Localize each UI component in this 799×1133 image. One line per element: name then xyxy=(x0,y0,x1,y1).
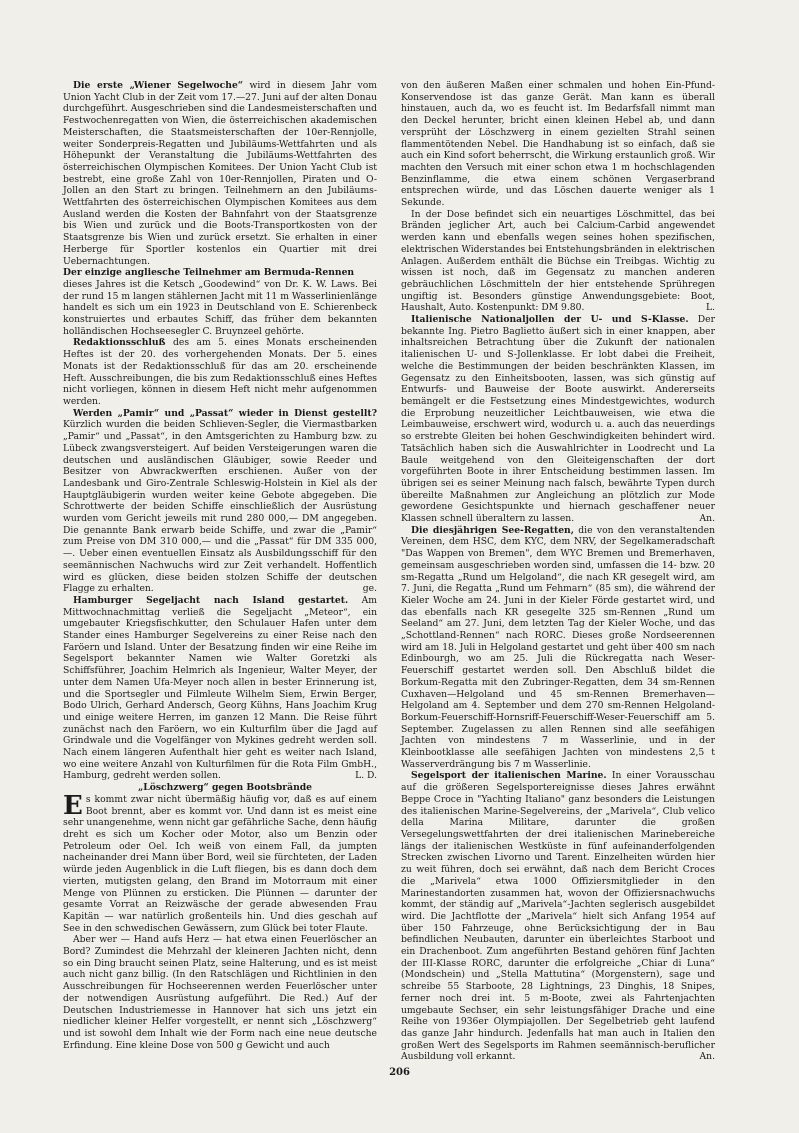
article-body: Kürzlich wurden die beiden Schlieven-Segler, die Viermastbarken „Pamir“ und „Passat“, in den Amtsgerichten zu Hamburg bzw. zu Lübeck zwangsversteigert. Auf beiden Versteigerungen waren die deutschen und ausländischen Gläubiger, sowie Reeder und Besitzer von Abwrackwerften erschienen. Außer von der Landesbank und Giro-Zentrale Schleswig-Holstein in Kiel als der Hauptgläubigerin wurden weiter keine Gebote abgegeben. Die Schrottwerte der beiden Schiffe einschließlich der Ausrüstung wurden vom Gericht jeweils mit rund 280 000,— DM angegeben. Die genannte Bank erwarb beide Schiffe, und zwar die „Pamir“ zum Preise von DM 310 000,— und die „Passat“ für DM 335 000,—. Ueber einen eventuellen Einsatz als Ausbildungsschiff für den seemännischen Nachwuchs wird zur Zeit verhandelt. Hoffentlich wird es glücken, diese beiden stolzen Schiffe der deutschen Flagge zu erhalten. xyxy=(63,419,377,595)
article-signature: L. D. xyxy=(355,770,377,782)
article-see-regatten xyxy=(401,525,715,771)
article-body: s kommt zwar nicht übermäßig häufig vor, daß es auf einem Boot brennt, aber es kommt vor. Und dann ist es meist eine sehr unangenehme, wenn nicht gar gefährliche Sache, denn häufig dreht es sich um Kocher oder Motor, also um Benzin oder Petroleum oder Oel. Ich weiß von einem Fall, da jumpten nacheinander drei Mann über Bord, weil sie fürchteten, der Laden würde jeden Augenblick in die Luft fliegen, bis es dann doch dem vierten, mutigsten gelang, den Brand im Motorraum mit einer Menge von Plünnen zu ersticken. Die Plünnen — darunter der gesamte Vorrat an Reizwäsche der gerade abwesenden Frau Kapitän — war natürlich großenteils hin. Und dies geschah auf See in den schwedischen Gewässern, zum Glück bei toter Flaute. xyxy=(63,793,377,934)
article-bermuda-heading xyxy=(63,267,377,279)
article-body: des am 5. eines Monats erscheinenden Heftes ist der 20. des vorhergehenden Monats. Der 5. eines Monats ist der Redaktionsschluß für das am 20. erscheinende Heft. Ausschreibungen, die bis zum Redaktionsschluß eines Heftes nicht vorliegen, können in diesem Heft nicht mehr aufgenommen werden. xyxy=(63,337,377,407)
article-bermuda: dieses Jahres ist die Ketsch „Goodewind“ von Dr. K. W. Laws. Bei der rund 15 m langen stählernen Jacht mit 11 m Wasserlinienlänge handelt es sich um ein 1923 in Deutschland von E. Schierenbeck konstruiertes und erbautes Schiff, das früher dem bekannten holländischen Hochseesegler C. Bruynzeel gehörte. xyxy=(63,278,377,337)
article-wiener-segelwoche xyxy=(63,80,377,267)
article-signature: ge. xyxy=(362,583,377,595)
article-body: die von den veranstaltenden Vereinen, dem HSC, dem KYC, dem NRV, der Segelkameradschaft "Das Wappen von Bremen", dem WYC Bremen und Bremerhaven, gemeinsam ausgeschrieben worden sind, umfassen die 14- bzw. 20 sm-Regatta „Rund um Helgoland“, die nach KR gesegelt wird, am 7. Juni, die Regatta „Rund um Fehmarn“ (85 sm), die während der Kieler Woche am 24. Juni in der Kieler Förde gestartet wird, und das ebenfalls nach KR gesegelte 325 sm-Rennen „Rund um Seeland“ am 27. Juni, dem letzten Tag der Kieler Woche, und das „Schottland-Rennen“ nach RORC. Dieses große Nordseerennen wird am 18. Juli in Helgoland gestartet und geht über 400 sm nach Edinbourgh, wo am 25. Juli die Rückregatta nach Weser-Feuerschiff gestartet werden soll. Den Abschluß bildet die Borkum-Regatta mit den Zubringer-Regatten, dem 34 sm-Rennen Cuxhaven—Helgoland und 45 sm-Rennen Bremerhaven—Helgoland am 4. September und dem 270 sm-Rennen Helgoland-Borkum-Feuerschiff-Hornsriff-Feuerschiff-Weser-Feuerschiff am 5. September. Zugelassen zu allen Rennen sind alle seefähigen Jachten von mindestens 7 m Wasserlinie, und in der Kleinbootklasse alle seefähigen Jachten von mindestens 2,5 t Wasserverdrängung bis 7 m Wasserlinie. xyxy=(401,524,715,770)
page-number: 206 xyxy=(389,1067,410,1078)
article-heading: Hamburger Segeljacht nach Island gestartet. xyxy=(73,594,349,606)
article-loeschzwerg-p3: von den äußeren Maßen einer schmalen und hohen Ein-Pfund-Konservendose ist das ganze Gerät. Man kann es überall hinstauen, auch da, wo es feucht ist. Im Bedarfsfall nimmt man den Deckel herunter, bricht einen kleinen Hebel ab, und dann versprüht der Löschzwerg in einem gezielten Strahl seinen flammentötenden Nebel. Die Handhabung ist so einfach, daß sie auch ein Kind sofort beherrscht, die Wirkung erstaunlich groß. Wir machten den Versuch mit einer schon etwa 1 m hochschlagenden Benzinflamme, die etwa einem schönen Vergaserbrand entsprechen würde, und das Löschen dauerte weniger als 1 Sekunde. xyxy=(401,80,715,209)
article-heading: Werden „Pamir“ und „Passat“ wieder in Dienst gestellt? xyxy=(73,407,377,419)
article-signature: An. xyxy=(699,513,715,525)
article-loeschzwerg-p4 xyxy=(401,209,715,314)
article-body: In einer Vorausschau auf die größeren Segelsportereignisse dieses Jahres erwähnt Beppe Croce in "Yachting Italiano" ganz besonders die Leistungen des italienischen Marine-Segelvereins, der „Marivela“, Club velico della Marina Militare, darunter die großen Versegelungswettfahrten der drei italienischen Marinebereiche längs der italienischen Westküste in fünf aufeinanderfolgenden Strecken zwischen Livorno und Tarent. Einzelheiten würden hier zu weit führen, doch sei erwähnt, daß nach dem Bericht Croces die „Marivela“ etwa 1000 Offiziersmitglieder in den Marinestandorten zusammen hat, wovon der Offiziersnachwuchs kommt, der ständig auf „Marivela“-Jachten seglerisch ausgebildet wird. Die Jachtflotte der „Marivela“ hielt sich Anfang 1954 auf über 150 Fahrzeuge, ohne Berücksichtigung der in Bau befindlichen Neubauten, darunter ein überleichtes Starboot und ein Drachenboot. Zum angeführten Bestand gehören fünf Jachten der III-Klasse RORC, darunter die erfolgreiche „Chiar di Luna“ (Mondschein) und „Stella Mattutina“ (Morgenstern), sage und schreibe 55 Starboote, 28 Lightnings, 23 Dinghis, 18 Snipes, ferner noch drei int. 5 m-Boote, zwei als Fahrtenjachten umgebaute Sechser, ein sehr leistungsfähiger Drache und eine Reihe von 1936er Olympiajollen. Der Segelbetrieb geht laufend das ganze Jahr hindurch. Jedenfalls hat man auch in Italien den großen Wert des Segelsports im Rahmen seemännisch-beruflicher Ausbildung voll erkannt. xyxy=(401,770,715,1063)
article-italienische-marine xyxy=(401,770,715,1063)
article-pamir-passat xyxy=(63,408,377,595)
article-heading: Segelsport der italienischen Marine. xyxy=(411,770,607,782)
article-heading: Redaktionsschluß xyxy=(73,337,166,349)
article-loeschzwerg-heading: „Löschzwerg“ gegen Bootsbrände xyxy=(137,782,313,794)
article-body: Der bekannte Ing. Pietro Baglietto äußert sich in einer knappen, aber inhaltsreichen Betrachtung über die Zukunft der nationalen italienischen U- und S-Jollenklasse. Er lobt dabei die Freiheit, welche die Bestimmungen der beiden beschränkten Klassen, im Gegensatz zu den Einheitsbooten, lassen, was sich günstig auf Entwurfs- und Bauweise der Boote auswirkt. Andererseits bemängelt er die Festsetzung eines Mindestgewichtes, wodurch die Erprobung neuzeitlicher Leichtbauweisen, wie etwa die Leimbauweise, erschwert wird, wodurch u. a. auch das neuerdings so erstrebte Gleiten bei hohen Geschwindigkeiten behindert wird. Tatsächlich haben sich die Auswahlrichter in Loodrecht und La Baule weitgehend von den Gleiteigenschaften der dort vorgeführten Boote in ihrer Entscheidung bestimmen lassen. Im übrigen sei es seiner Meinung nach falsch, bewährte Typen durch übereilte Maßnahmen zur Angleichung an plötzlich zur Mode gewordene Gesichtspunkte und hiernach geschaffener neuer Klassen schnell überaltern zu lassen. xyxy=(401,314,715,525)
article-body: Am Mittwochnachmittag verließ die Segeljacht „Meteor“, ein umgebauter Kriegsfischkutter, den Schulauer Hafen unter dem Stander eines Hamburger Segelvereins zu einer Reise nach den Faröern und Island. Unter der Besatzung finden wir eine Reihe im Segelsport bekannter Namen wie Walter Goretzki als Schiffsführer, Joachim Helmrich als Ingenieur, Walter Meyer, der unter dem Namen Ufa-Meyer noch allen in bester Erinnerung ist, und die Sportsegler und Filmleute Wilhelm Siem, Erwin Berger, Bodo Ulrich, Gerhard Andersch, Georg Kühns, Hans Joachim Krug und einige weitere Herren, im ganzen 12 Mann. Die Reise führt zunächst nach den Faröern, wo ein Kulturfilm über die Jagd auf Grindwale und die Vogelfänger von Mykines gedreht werden soll. Nach einem längeren Aufenthalt hier geht es weiter nach Island, wo eine weitere Anzahl von Kulturfilmen für die Rota Film GmbH., Hamburg, gedreht werden sollen. xyxy=(63,594,377,782)
article-signature: An. xyxy=(699,1051,715,1063)
article-signature: L. xyxy=(705,302,715,314)
left-column xyxy=(63,80,377,1051)
article-heading: Die erste „Wiener Segelwoche“ xyxy=(73,80,244,91)
article-meteor-island xyxy=(63,595,377,782)
article-heading: Die diesjährigen See-Regatten, xyxy=(411,524,574,536)
article-heading: Italienische Nationaljollen der U- und S-Klasse. xyxy=(411,314,689,326)
article-body: wird in diesem Jahr vom Union Yacht Club in der Zeit vom 17.—27. Juni auf der alten Donau durchgeführt. Ausgeschrieben sind die Landesmeisterschaften und Festwochenregatten von Wien, die österreichischen akademischen Meisterschaften, die Staatsmeisterschaften der 10er-Rennjolle, weiter Sonderpreis-Regatten und Jubiläums-Wettfahrten und als Höhepunkt der Veranstaltung die Jubiläums-Wettfahrten des österreichischen Olympischen Komitees. Der Union Yacht Club ist bestrebt, eine große Zahl von 10er-Rennjollen, Piraten und O-Jollen an den Start zu bringen. Teilnehmern an den Jubiläums-Wettfahrten des österreichischen Olympischen Komitees aus dem Ausland werden die Kosten der Bahnfahrt von der Staatsgrenze bis Wien und zurück und die Boots-Transportkosten von der Staatsgrenze bis Wien und zurück ersetzt. Sie erhalten in einer Herberge für Sportler kostenlos ein Quartier mit drei Uebernachtungen. xyxy=(63,80,377,267)
right-column xyxy=(401,80,715,1063)
article-italienische-jollen xyxy=(401,314,715,525)
article-loeschzwerg-p2: Aber wer — Hand aufs Herz — hat etwa einen Feuerlöscher an Bord? Zumindest die Mehrzahl der kleineren Jachten nicht, denn so ein Ding braucht seinen Platz, seine Halterung, und es ist meist auch nicht ganz billig. (In den Ratschlägen und Richtlinien in den Ausschreibungen für Hochseerennen werden Feuerlöscher unter der notwendigen Ausrüstung aufgeführt. Die Red.) Auf der Deutschen Industriemesse in Hannover hat sich uns jetzt ein niedlicher kleiner Helfer vorgestellt, er nennt sich „Löschzwerg“ und ist sowohl dem Inhalt wie der Form nach eine neue deutsche Erfindung. Eine kleine Dose von 500 g Gewicht und auch xyxy=(63,934,377,1051)
article-redaktionsschluss xyxy=(63,337,377,407)
article-body: In der Dose befindet sich ein neuartiges Löschmittel, das bei Bränden jeglicher Art, auch bei Calcium-Carbid angewendet werden kann und ebenfalls wegen seines hohen spezifischen, elektrischen Widerstandes bei Entstehungsbränden in elektrischen Anlagen. Außerdem enthält die Büchse ein Treibgas. Wichtig zu wissen ist noch, daß im Gegensatz zu manchen anderen gebräuchlichen Löschmitteln der hier entstehende Sprühregen ungiftig ist. Besonders günstige Anwendungsgebiete: Boot, Haushalt, Auto. Kostenpunkt: DM 9.80. xyxy=(401,208,715,314)
drop-cap: E xyxy=(63,790,83,821)
article-heading: Der einzige angliesche Teilnehmer am Bermuda-Rennen xyxy=(63,267,355,279)
article-loeschzwerg-p1 xyxy=(63,790,377,934)
